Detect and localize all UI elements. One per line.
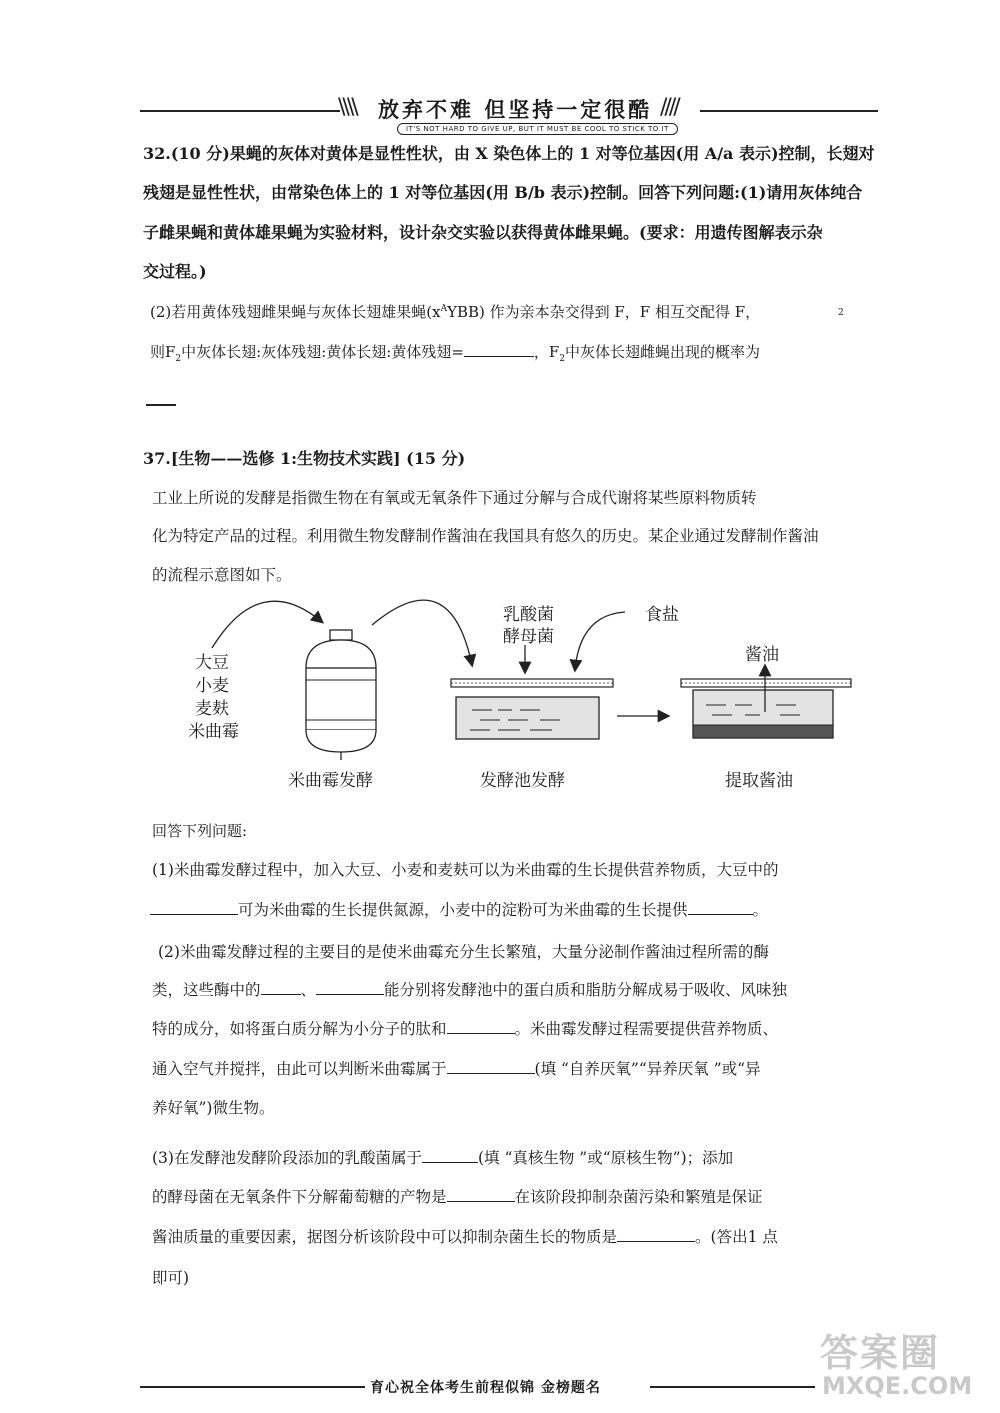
q32-tiny-subscript: 2 [838, 308, 844, 318]
extraction-pool-icon [681, 679, 851, 738]
answer-blank-organism-type[interactable] [422, 1148, 478, 1163]
header-motto: 放弃不难 但坚持一定很酷 [378, 97, 653, 122]
q32-line2: 残翅是显性性状，由常染色体上的 1 对等位基因(用 B/b 表示)控制。回答下列问题:(1)请用灰体纯合 [143, 183, 863, 202]
watermark-url: MXQE.COM [822, 1372, 973, 1400]
q37-s2-line4: 通入空气并搅拌，由此可以判断米曲霉属于 (填 “自养厌氧”“异养厌氧 ”或“异 [152, 1060, 761, 1078]
fermentation-tank-icon [306, 630, 376, 760]
arrow-inputs-to-tank [212, 601, 322, 648]
arrow-tank-to-pool [372, 600, 472, 665]
answer-blank-probability[interactable] [146, 404, 176, 406]
q37-s3-line2: 的酵母菌在无氧条件下分解葡萄糖的产物是 在该阶段抑制杂菌污染和繁殖是保证 [152, 1188, 763, 1206]
answer-blank-amino-acid[interactable] [447, 1019, 515, 1034]
header-slashes-left: \\\\ [338, 95, 356, 120]
q32-part2-line1: (2)若用黄体残翅雌果蝇与灰体长翅雄果蝇$(x^AYBB)$ 作为亲本杂交得到 F，F 相互交配得 F， [150, 303, 761, 321]
q32-line1: 32.(10 分)果蝇的灰体对黄体是显性性状，由 X 染色体上的 1 对等位基因(用 A/a 表示)控制，长翅对 [143, 144, 875, 163]
diagram-pool-label: 发酵池发酵 [480, 771, 565, 791]
answer-blank-nitrogen[interactable] [150, 900, 238, 915]
diagram-tank-label: 米曲霉发酵 [288, 771, 373, 791]
q37-s2-line2: 类，这些酶中的 、 能分别将发酵池中的蛋白质和脂肪分解成易于吸收、风味独 [152, 981, 788, 999]
diagram-input-aspergillus: 米曲霉 [188, 722, 239, 742]
q37-s3-line4: 即可) [152, 1269, 190, 1287]
footer-blessing: 育心祝全体考生前程似锦 金榜题名 [370, 1380, 601, 1396]
q37-title: 37.[生物——选修 1:生物技术实践] (15 分) [143, 449, 466, 468]
fermentation-pool-icon [451, 679, 613, 739]
watermark-logo: 答案圈 [820, 1331, 941, 1375]
answer-blank-lipase[interactable] [316, 980, 384, 995]
answer-blank-inhibitor[interactable] [617, 1227, 695, 1242]
q37-answer-prompt: 回答下列问题: [152, 822, 248, 840]
diagram-input-soybean: 大豆 [195, 653, 229, 673]
diagram-input-bran: 麦麸 [195, 699, 229, 719]
q37-s2-line1: (2)米曲霉发酵过程的主要目的是使米曲霉充分生长繁殖，大量分泌制作酱油过程所需的酶 [158, 943, 769, 961]
header-rule-left [140, 110, 340, 112]
diagram-salt-label: 食盐 [645, 605, 679, 625]
answer-blank-metabolism-type[interactable] [447, 1059, 535, 1074]
q37-s2-line5: 养好氧”)微生物。 [152, 1099, 275, 1117]
q32-line4: 交过程。) [143, 262, 207, 281]
diagram-input-wheat: 小麦 [195, 676, 229, 696]
q32-part2-line2: 则$F_2$中灰体长翅:灰体残翅:黄体长翅:黄体残翅= ，$F_2$中灰体长翅雌蝇出现的概率为 [150, 343, 761, 364]
arrow-salt-to-pool [575, 612, 625, 670]
header-slashes-right: //// [660, 95, 678, 120]
q37-intro-line2: 化为特定产品的过程。利用微生物发酵制作酱油在我国具有悠久的历史。某企业通过发酵制作酱油 [152, 527, 819, 545]
diagram-extract-label: 提取酱油 [725, 771, 793, 791]
answer-blank-products[interactable] [447, 1187, 515, 1202]
q37-s3-line1: (3)在发酵池发酵阶段添加的乳酸菌属于 (填 “真核生物 ”或“原核生物”)；添加 [152, 1149, 734, 1167]
footer-rule-left [140, 1386, 365, 1388]
diagram-microbe-yeast: 酵母菌 [503, 627, 554, 647]
q37-s2-line3: 特的成分，如将蛋白质分解为小分子的肽和 。米曲霉发酵过程需要提供营养物质、 [152, 1020, 779, 1038]
header-motto-en: IT'S NOT HARD TO GIVE UP, BUT IT MUST BE COOL TO STICK TO IT [397, 123, 678, 135]
q37-s1-line1: (1)米曲霉发酵过程中，加入大豆、小麦和麦麸可以为米曲霉的生长提供营养物质，大豆中的 [152, 861, 779, 879]
diagram-product-label: 酱油 [745, 645, 779, 665]
answer-blank-ratio[interactable] [464, 342, 534, 357]
q37-s3-line3: 酱油质量的重要因素，据图分析该阶段中可以抑制杂菌生长的物质是 。(答出1 点 [152, 1228, 778, 1246]
answer-blank-carbon[interactable] [688, 900, 753, 915]
q37-intro-line1: 工业上所说的发酵是指微生物在有氧或无氧条件下通过分解与合成代谢将某些原料物质转 [152, 489, 757, 507]
answer-blank-protease[interactable] [261, 980, 301, 995]
footer-rule-right [650, 1386, 815, 1388]
q37-s1-line2: 可为米曲霉的生长提供氮源，小麦中的淀粉可为米曲霉的生长提供 。 [150, 898, 768, 920]
diagram-microbe-lactobacillus: 乳酸菌 [503, 605, 554, 625]
q37-intro-line3: 的流程示意图如下。 [152, 566, 292, 584]
header-rule-right [700, 110, 878, 112]
q32-line3: 子雌果蝇和黄体雄果蝇为实验材料，设计杂交实验以获得黄体雌果蝇。(要求：用遗传图解表示杂 [143, 223, 823, 242]
